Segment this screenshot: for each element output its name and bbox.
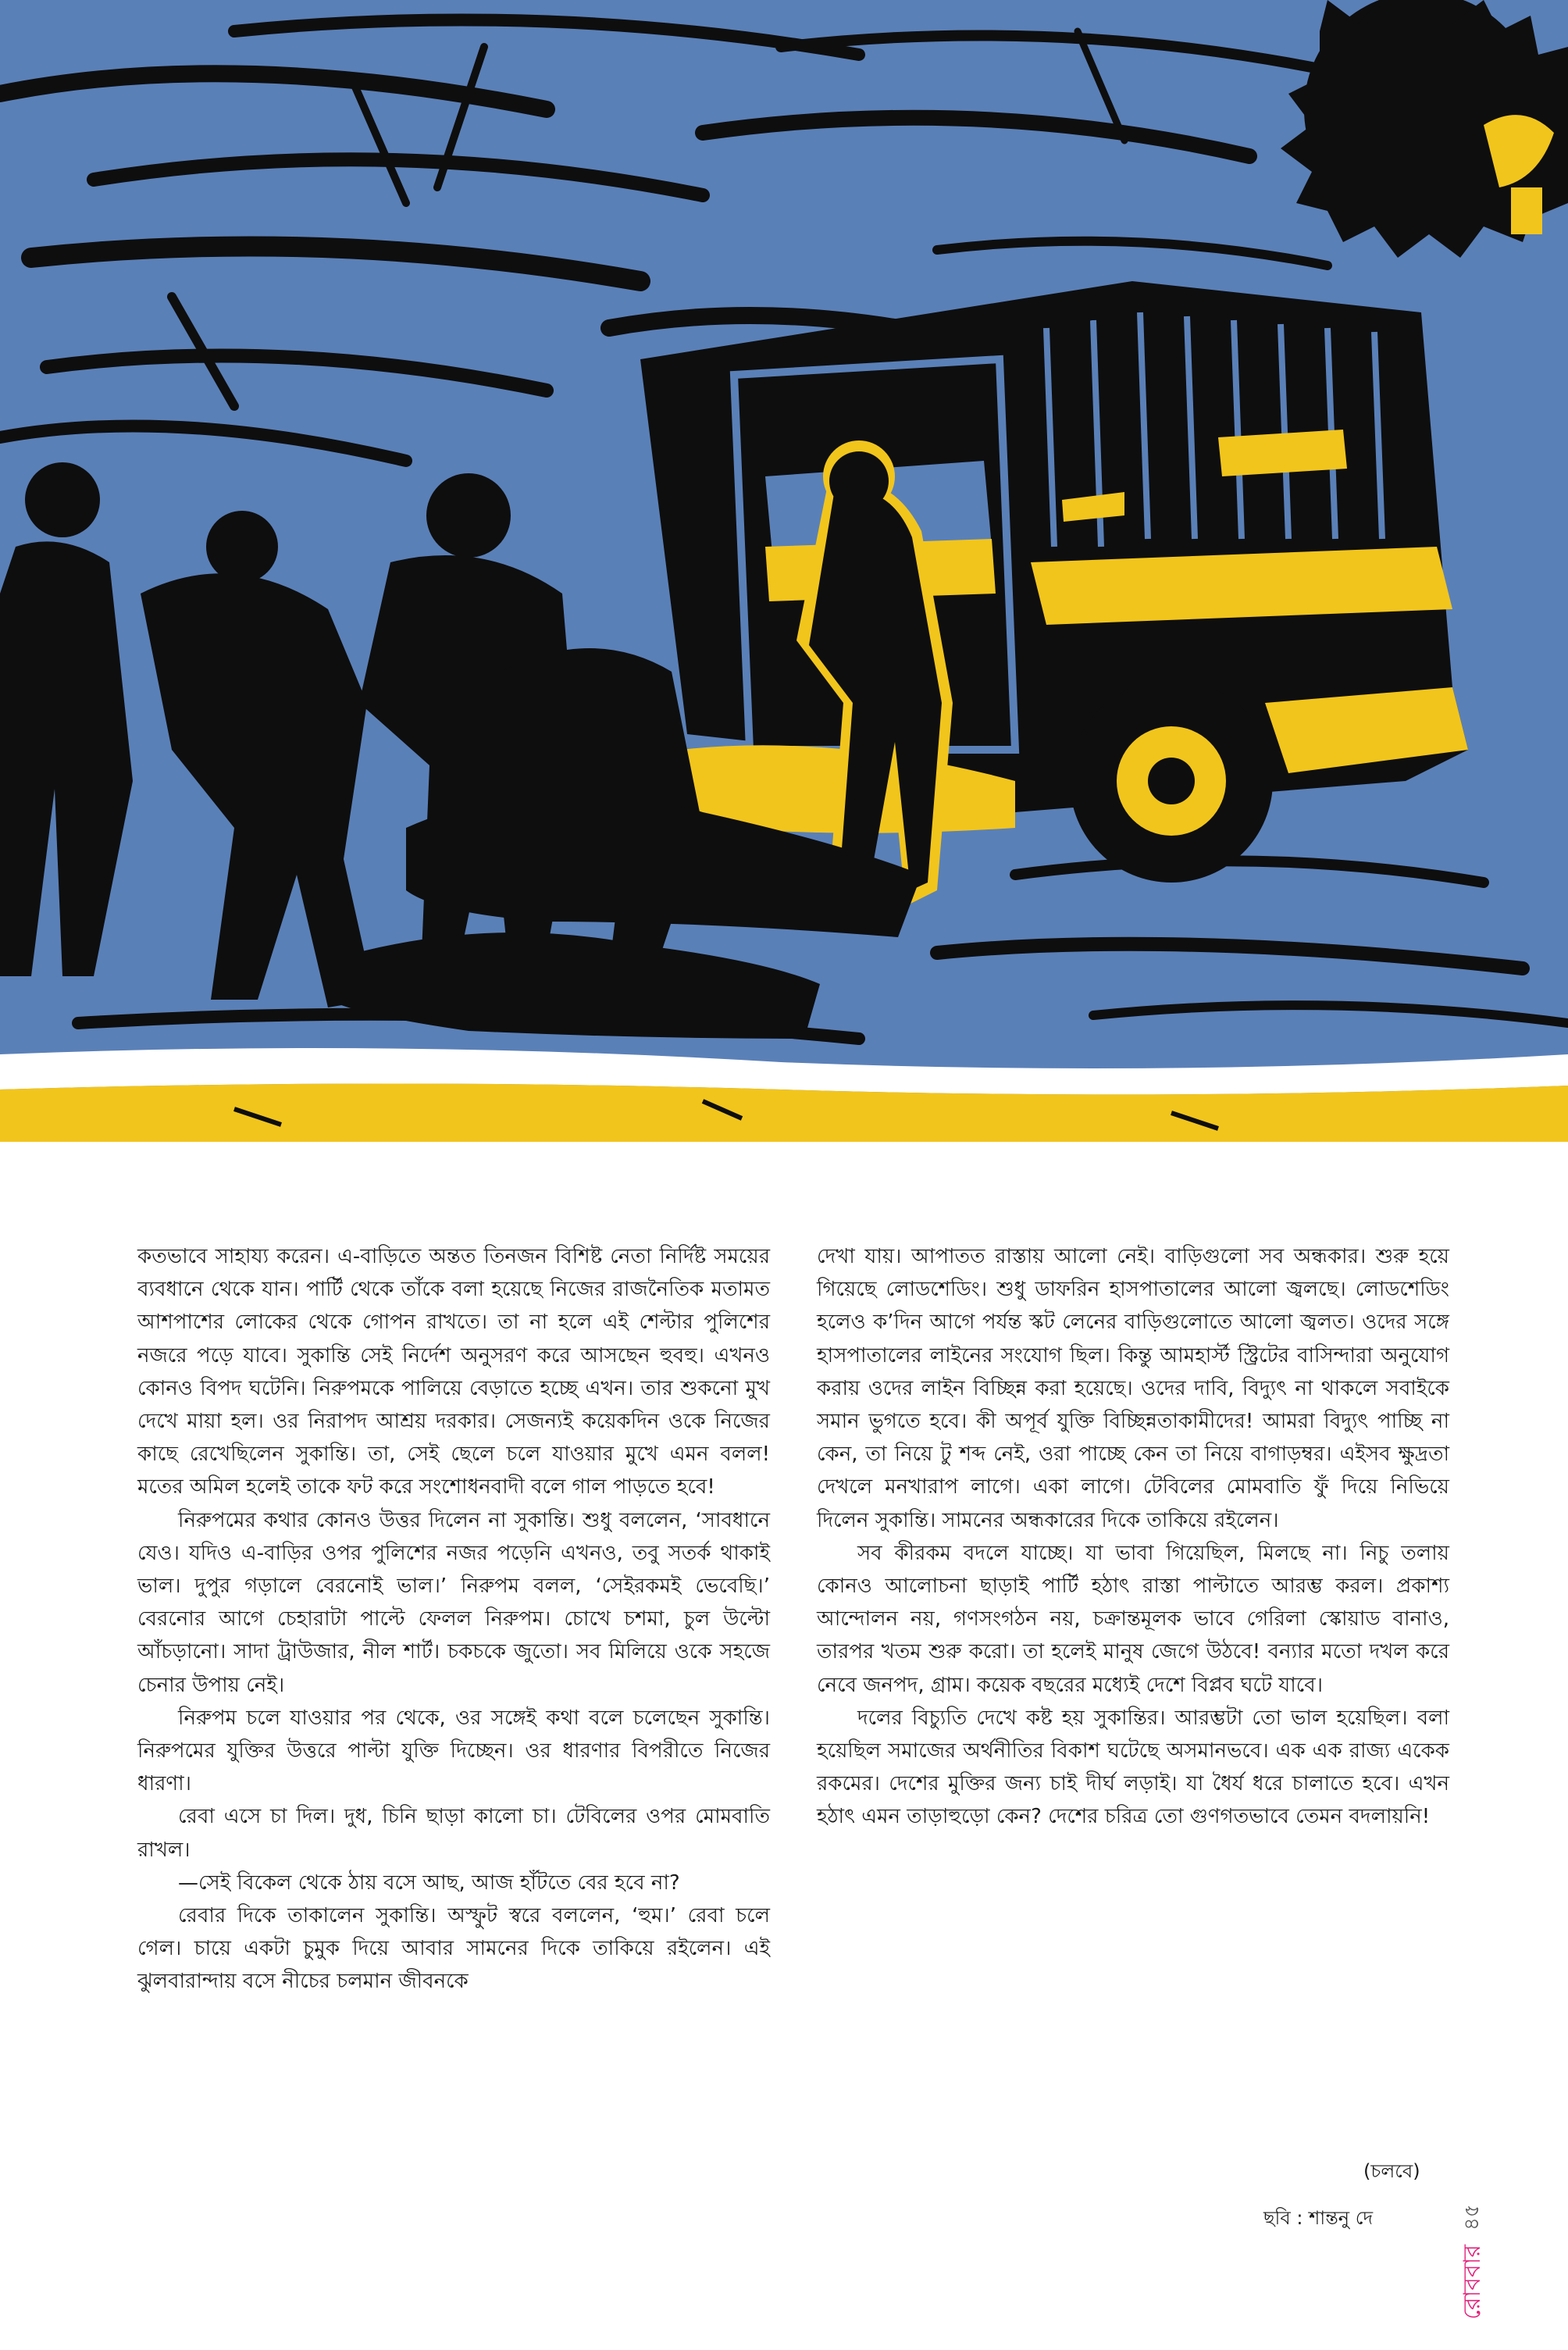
paragraph: সব কীরকম বদলে যাচ্ছে। যা ভাবা গিয়েছিল, মিলছে না। নিচু তলায় কোনও আলোচনা ছাড়াই পার্টি হঠাৎ রাস্তা পাল্টাতে আরম্ভ করল। প্রকাশ্য আন্দোলন নয়, গণসংগঠন নয়, চক্রান্তমূলক ভাবে গেরিলা স্কোয়াড বানাও, তারপর খতম শুরু করো। তা হলেই মানুষ জেগে উঠবে! বন্যার মতো দখল করে নেবে জনপদ, গ্রাম। কয়েক বছরের মধ্যেই দেশে বিপ্লব ঘটে যাবে। (817, 1541, 1449, 1697)
magazine-name: রোববার (1458, 2245, 1486, 2320)
dialogue-paragraph: —সেই বিকেল থেকে ঠায় বসে আছ, আজ হাঁটতে বের হবে না? (178, 1870, 680, 1895)
paragraph: নিরুপম চলে যাওয়ার পর থেকে, ওর সঙ্গেই কথা বলে চলেছেন সুকান্তি। নিরুপমের যুক্তির উত্তরে পাল্টা যুক্তি দিচ্ছেন। ওর ধারণার বিপরীতে নিজের ধারণা। (137, 1706, 770, 1796)
paragraph: দেখা যায়। আপাতত রাস্তায় আলো নেই। বাড়িগুলো সব অন্ধকার। শুরু হয়ে গিয়েছে লোডশেডিং। শুধু ডাফরিন হাসপাতালের আলো জ্বলছে। লোডশেডিং হলেও ক’দিন আগে পর্যন্ত স্কট লেনের বাড়িগুলোতে আলো জ্বলত। ওদের সঙ্গে হাসপাতালের লাইনের সংযোগ ছিল। কিন্তু আমহার্স্ট স্ট্রিটের বাসিন্দারা অনুযোগ করায় ওদের লাইন বিচ্ছিন্ন করা হয়েছে। ওদের দাবি, বিদ্যুৎ না থাকলে সবাইকে সমান ভুগতে হবে। কী অপূর্ব যুক্তি বিচ্ছিন্নতাকামীদের! আমরা বিদ্যুৎ পাচ্ছি না কেন, তা নিয়ে টু শব্দ নেই, ওরা পাচ্ছে কেন তা নিয়ে বাগাড়ম্বর। এইসব ক্ষুদ্রতা দেখলে মনখারাপ লাগে। একা লাগে। টেবিলের মোমবাতি ফুঁ দিয়ে নিভিয়ে দিলেন সুকান্তি। সামনের অন্ধকারের দিকে তাকিয়ে রইলেন। (817, 1245, 1449, 1532)
article-column-left (137, 1240, 770, 1999)
paragraph: রেবা এসে চা দিল। দুধ, চিনি ছাড়া কালো চা। টেবিলের ওপর মোমবাতি রাখল। (137, 1805, 770, 1862)
illustration-credit: ছবি : শান্তনু দে (1263, 2207, 1374, 2229)
paragraph: নিরুপমের কথার কোনও উত্তর দিলেন না সুকান্তি। শুধু বললেন, ‘সাবধানে যেও। যদিও এ-বাড়ির ওপর পুলিশের নজর পড়েনি এখনও, তবু সতর্ক থাকাই ভাল। দুপুর গড়ালে বেরনোই ভাল।’ নিরুপম বলল, ‘সেইরকমই ভেবেছি।’ বেরনোর আগে চেহারাটা পাল্টে ফেলল নিরুপম। চোখে চশমা, চুল উল্টো আঁচড়ানো। সাদা ট্রাউজার, নীল শার্ট। চকচকে জুতো। সব মিলিয়ে ওকে সহজে চেনার উপায় নেই। (137, 1508, 770, 1697)
illustration (0, 0, 1568, 1142)
article-column-right (817, 1240, 1449, 1834)
to-be-continued: (চলবে) (1363, 2160, 1420, 2182)
paragraph: কতভাবে সাহায্য করেন। এ-বাড়িতে অন্তত তিনজন বিশিষ্ট নেতা নির্দিষ্ট সময়ের ব্যবধানে থেকে যান। পার্টি থেকে তাঁকে বলা হয়েছে নিজের রাজনৈতিক মতামত আশপাশের লোকের থেকে গোপন রাখতে। তা না হলে এই শেল্টার পুলিশের নজরে পড়ে যাবে। সুকান্তি সেই নির্দেশ অনুসরণ করে আসছেন হুবহু। এখনও কোনও বিপদ ঘটেনি। নিরুপমকে পালিয়ে বেড়াতে হচ্ছে এখন। তার শুকনো মুখ দেখে মায়া হল। ওর নিরাপদ আশ্রয় দরকার। সেজন্যই কয়েকদিন ওকে নিজের কাছে রেখেছিলেন সুকান্তি। তা, সেই ছেলে চলে যাওয়ার মুখে এমন বলল! মতের অমিল হলেই তাকে ফট করে সংশোধনবাদী বলে গাল পাড়তে হবে! (137, 1245, 770, 1500)
paragraph: রেবার দিকে তাকালেন সুকান্তি। অস্ফুট স্বরে বললেন, ‘হুম।’ রেবা চলে গেল। চায়ে একটা চুমুক দিয়ে আবার সামনের দিকে তাকিয়ে রইলেন। এই ঝুলবারান্দায় বসে নীচের চলমান জীবনকে (137, 1904, 770, 1994)
page-footer (1457, 2101, 1488, 2320)
illustration-art (0, 0, 1568, 1142)
paragraph: দলের বিচ্যুতি দেখে কষ্ট হয় সুকান্তির। আরম্ভটা তো ভাল হয়েছিল। বলা হয়েছিল সমাজের অর্থনীতির বিকাশ ঘটেছে অসমানভবে। এক এক রাজ্য একেক রকমের। দেশের মুক্তির জন্য চাই দীর্ঘ লড়াই। যা ধৈর্য ধরে চালাতে হবে। এখন হঠাৎ এমন তাড়াহুড়ো কেন? দেশের চরিত্র তো গুণগতভাবে তেমন বদলায়নি! (817, 1706, 1449, 1829)
page-number: ৪৫ (1460, 2204, 1484, 2231)
